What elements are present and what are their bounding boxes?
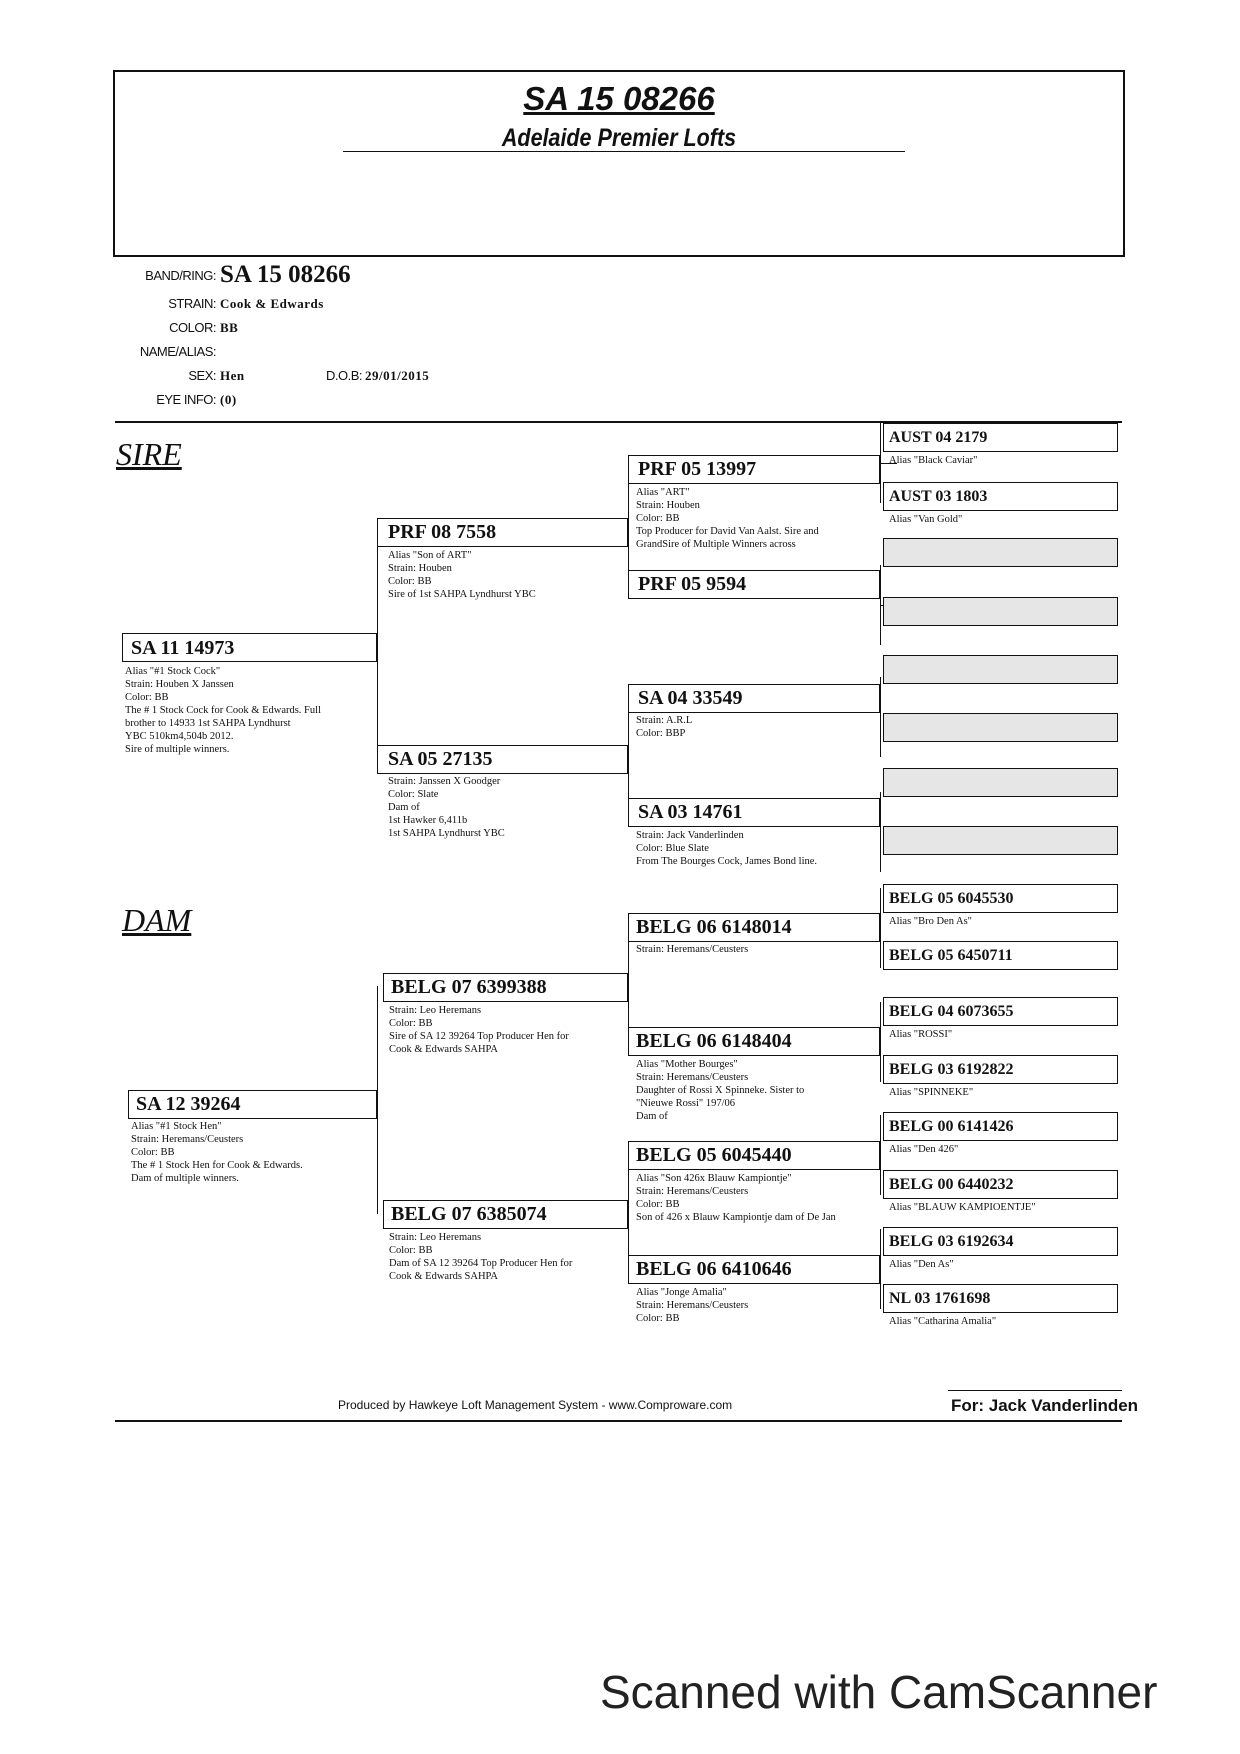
sex-label: SEX: [188,368,216,383]
connector [880,423,881,503]
g4-band-1: AUST 04 2179 [889,429,988,446]
sire-sire-details: Alias "Son of ART" Strain: Houben Color: BB Sire of 1st SAHPA Lyndhurst YBC [388,550,536,600]
g4-alias-9: Alias "Bro Den As" [889,916,972,927]
sire-details: Alias "#1 Stock Cock" Strain: Houben X Janssen Color: BB The # 1 Stock Cock for Cook & Edwards. Full brother to 14933 1st SAHPA Lyndhurst YBC 510km4,504b 2012. Sire of multiple winners. [125,666,321,755]
g4-alias-14: Alias "BLAUW KAMPIOENTJE" [889,1202,1036,1213]
dob-label: D.O.B: [325,368,362,383]
g4-band-12: BELG 03 6192822 [889,1061,1014,1078]
color-value: BB [220,320,239,335]
g4-band-13: BELG 00 6141426 [889,1118,1014,1135]
ddd-band: BELG 06 6410646 [636,1258,792,1280]
sss-band: PRF 05 13997 [638,458,757,480]
name-alias-label: NAME/ALIAS: [139,344,216,359]
dam-band: SA 12 39264 [136,1093,241,1115]
sire-band: SA 11 14973 [131,637,235,659]
dam-heading: DAM [122,902,192,938]
divider-bottom [115,1420,1122,1422]
g4-band-2: AUST 03 1803 [889,488,988,505]
title-underline [343,151,905,152]
produced-by-text: Produced by Hawkeye Loft Management System - www.Comproware.com [338,1398,733,1412]
g4-alias-12: Alias "SPINNEKE" [889,1087,974,1098]
connector [880,792,881,872]
g4-band-11: BELG 04 6073655 [889,1003,1014,1020]
band-label: BAND/RING: [145,268,216,283]
sds-band: SA 04 33549 [638,687,743,709]
sire-dam-band: SA 05 27135 [388,748,493,770]
g4-box-7 [883,768,1118,797]
g4-box-5 [883,655,1118,684]
g4-band-15: BELG 03 6192634 [889,1233,1014,1250]
sdd-band: SA 03 14761 [638,801,743,823]
ddd-details: Alias "Jonge Amalia" Strain: Heremans/Ceusters Color: BB [636,1287,749,1324]
g4-box-8 [883,826,1118,855]
color-label: COLOR: [169,320,216,335]
sire-sire-band: PRF 08 7558 [388,521,497,543]
connector [880,1115,881,1195]
strain-value: Cook & Edwards [220,296,324,311]
dam-details: Alias "#1 Stock Hen" Strain: Heremans/Ceusters Color: BB The # 1 Stock Hen for Cook & Edwards. Dam of multiple winners. [131,1121,303,1184]
g4-alias-16: Alias "Catharina Amalia" [889,1316,997,1327]
camscanner-watermark: Scanned with CamScanner [600,1666,1158,1718]
connector [880,565,881,645]
g4-alias-2: Alias "Van Gold" [889,514,963,525]
strain-label: STRAIN: [168,296,216,311]
dsd-band: BELG 06 6148404 [636,1030,792,1052]
sds-details: Strain: A.R.L Color: BBP [636,715,693,739]
dds-details: Alias "Son 426x Blauw Kampiontje" Strain: Heremans/Ceusters Color: BB Son of 426 x Blauw Kampiontje dam of De Jan [636,1173,836,1223]
dam-dam-band: BELG 07 6385074 [391,1203,547,1225]
g4-band-14: BELG 00 6440232 [889,1176,1014,1193]
sex-value: Hen [220,368,245,383]
connector [880,677,881,757]
g4-alias-1: Alias "Black Caviar" [889,455,978,466]
title-loft: Adelaide Premier Lofts [501,124,737,152]
dds-band: BELG 05 6045440 [636,1144,792,1166]
g4-band-16: NL 03 1761698 [889,1290,991,1307]
dss-band: BELG 06 6148014 [636,916,792,938]
title-band: SA 15 08266 [523,80,715,117]
sire-heading: SIRE [116,436,182,472]
dob-value: 29/01/2015 [365,368,430,383]
dam-sire-details: Strain: Leo Heremans Color: BB Sire of SA 12 39264 Top Producer Hen for Cook & Edwards SAHPA [389,1005,569,1055]
eye-info-value: (0) [220,392,237,407]
title-box [113,70,1125,257]
g4-box-4 [883,597,1118,626]
signature-line [948,1390,1122,1391]
g4-alias-11: Alias "ROSSI" [889,1029,953,1040]
dam-sire-band: BELG 07 6399388 [391,976,547,998]
eye-info-label: EYE INFO: [156,392,216,407]
dsd-details: Alias "Mother Bourges" Strain: Heremans/Ceusters Daughter of Rossi X Spinneke. Sister to "Nieuwe Rossi" 197/06 Dam of [636,1059,805,1122]
g4-band-10: BELG 05 6450711 [889,947,1013,964]
sire-dam-details: Strain: Janssen X Goodger Color: Slate Dam of 1st Hawker 6,411b 1st SAHPA Lyndhurst YBC [388,776,505,839]
dam-dam-details: Strain: Leo Heremans Color: BB Dam of SA 12 39264 Top Producer Hen for Cook & Edwards SAHPA [389,1232,573,1282]
sss-details: Alias "ART" Strain: Houben Color: BB Top Producer for David Van Aalst. Sire and GrandSire of Multiple Winners across [636,487,819,550]
dss-details: Strain: Heremans/Ceusters [636,944,749,955]
sdd-details: Strain: Jack Vanderlinden Color: Blue Slate From The Bourges Cock, James Bond line. [636,830,818,867]
ssd-band: PRF 05 9594 [638,573,747,595]
connector [377,986,378,1214]
g4-alias-13: Alias "Den 426" [889,1144,959,1155]
connector [377,533,378,773]
g4-box-3 [883,538,1118,567]
g4-box-6 [883,713,1118,742]
connector [880,1229,881,1309]
for-text: For: Jack Vanderlinden [951,1396,1139,1415]
band-value: SA 15 08266 [220,261,351,288]
connector [880,1002,881,1082]
connector [880,888,881,968]
g4-alias-15: Alias "Den As" [889,1259,954,1270]
g4-band-9: BELG 05 6045530 [889,890,1014,907]
